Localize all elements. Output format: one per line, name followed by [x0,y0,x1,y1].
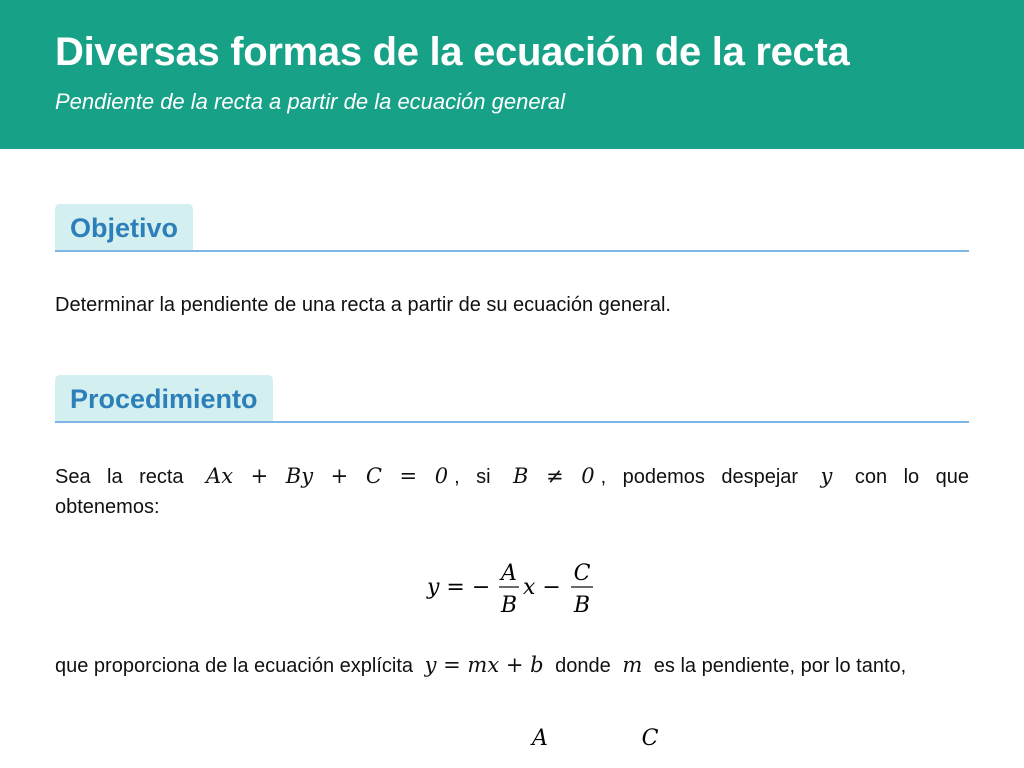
frac1-denominator: B [500,593,518,618]
section-title-objetivo: Objetivo [55,204,193,250]
main-content [0,204,1024,751]
variable-y: y [820,464,833,488]
procedimiento-intro [55,461,969,522]
section-heading-objetivo [55,204,969,252]
frac1-numerator: A [501,561,517,586]
intro-text-4: con lo que obtenemos: [55,466,969,518]
next-frac2-numerator: C [641,726,659,751]
next-equation-svg [485,719,659,751]
variable-m: m [622,653,643,677]
objetivo-text: Determinar la pendiente de una recta a partir de su ecuación general. [55,294,671,316]
page-subtitle: Pendiente de la recta a partir de la ecuación general [55,89,566,114]
eq-mid: x − [523,575,561,600]
frac2-denominator: B [573,593,591,618]
section-heading-procedimiento [55,375,969,423]
intro-text-3: , podemos despejar [600,466,799,488]
next-frac1-numerator: A [532,726,548,751]
frac2-numerator: C [573,561,591,586]
intro-text-1: Sea la recta [55,466,184,488]
procedimiento-explanation [55,650,969,681]
section-title-procedimiento: Procedimiento [55,375,273,421]
page-title: Diversas formas de la ecuación de la recta [55,30,850,74]
fraction-equation-svg [425,552,625,622]
after-text-1: que proporciona de la ecuación explícita [55,655,414,677]
condition-b-nonzero: B ≠ 0 [513,464,595,488]
display-equation [55,552,969,622]
after-text-2: donde [555,655,611,677]
eq-lhs: y = − [427,575,491,600]
explicit-equation: y = mx + b [424,653,544,677]
intro-text-2: , si [454,466,491,488]
general-equation: Ax + By + C = 0 [206,464,449,488]
page-header [0,0,1024,149]
after-text-3: es la pendiente, por lo tanto, [653,655,907,677]
next-equation-partial [55,719,969,751]
